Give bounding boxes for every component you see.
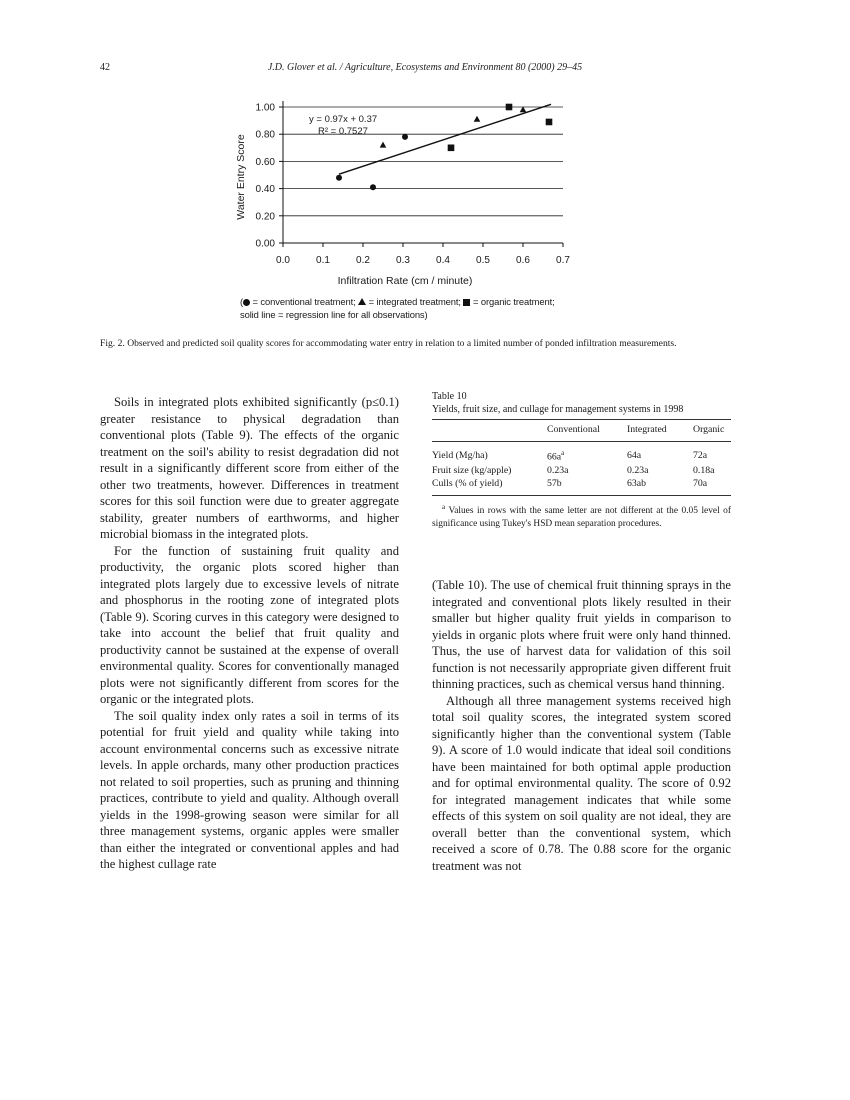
- table-cell: 63ab: [627, 477, 693, 495]
- x-axis-label: Infiltration Rate (cm / minute): [337, 275, 473, 287]
- paragraph: Although all three management systems received high total soil quality scores, the integrated system scored significantly higher than the conventional system (Table 9). A score of 1.0 would indicate that ideal soil conditions have been maintained for both optimal apple production and for optimal environmental quality. The score of 0.92 for integrated management indicates that while some effects of this system on soil quality are not ideal, they are overall better than the conventional system, which received a score of 0.78. The 0.88 score for the organic treatment was not: [432, 693, 731, 873]
- table-cell: [547, 442, 627, 464]
- header-cell: Integrated: [627, 420, 693, 442]
- table-cell: 72a: [693, 449, 708, 461]
- data-point-organic: [546, 119, 553, 126]
- table-caption: Yields, fruit size, and cullage for management systems in 1998: [432, 404, 684, 415]
- paragraph: Soils in integrated plots exhibited significantly (p≤0.1) greater resistance to physical degradation than conventional plots (Table 9). The effects of the organic treatment on the soil's ability to resist degradation did not result in a significantly different score from either of the other two treatments, however. Differences in treatment scores for this soil function were due to greater aggregate stability, greater numbers of earthworms, and higher microbial biomass in the integrated plots.: [100, 395, 399, 541]
- x-tick-label: 0.7: [556, 255, 570, 266]
- table-cell: 0.23a: [547, 464, 569, 476]
- cell-value: 66a: [547, 451, 562, 463]
- paragraph: (Table 10). The use of chemical fruit thinning sprays in the integrated and conventional plots likely resulted in their smaller but higher quality fruit yields in comparison to yields in organic plots where fruit were only hand thinned. Thus, the use of harvest data for validation of this soil function is not necessarily appropriate given different fruit thinning practices, such as chemical versus hand thinning.: [432, 578, 731, 691]
- table-cell: Fruit size (kg/apple): [432, 464, 512, 476]
- table-label: Table 10: [432, 391, 467, 402]
- regression-equation: y = 0.97x + 0.37: [309, 114, 378, 125]
- x-tick-label: 0.1: [316, 255, 330, 266]
- x-tick-label: 0.5: [476, 255, 490, 266]
- data-point-integrated: [474, 116, 481, 122]
- x-tick-label: 0.3: [396, 255, 410, 266]
- table-row: [432, 442, 731, 464]
- left-column: [100, 394, 399, 873]
- data-point-organic: [448, 145, 455, 152]
- right-column: [432, 577, 731, 874]
- table-footnote: [432, 501, 731, 532]
- y-axis-label: Water Entry Score: [235, 134, 247, 220]
- header-cell: Conventional: [547, 420, 627, 442]
- running-head: J.D. Glover et al. / Agriculture, Ecosystems and Environment 80 (2000) 29–45: [267, 62, 583, 73]
- table-cell: Culls (% of yield): [432, 477, 547, 495]
- table-cell: Yield (Mg/ha): [432, 449, 488, 461]
- legend-organic: = organic treatment;: [472, 296, 555, 307]
- footnote-marker: a: [442, 502, 446, 511]
- table-cell: 64a: [627, 449, 642, 461]
- footnote-text: Values in rows with the same letter are not different at the 0.05 level of significance using Tukey's HSD mean separation procedures.: [432, 505, 731, 530]
- figure-2-chart: [0, 0, 850, 300]
- table-cell: 0.23a: [627, 464, 649, 476]
- paragraph: For the function of sustaining fruit quality and productivity, the organic plots scored higher than integrated plots largely due to excessive levels of nitrate and phosphorus in the rooting zone of integrated plots (Table 9). Scoring curves in this category were designed to take into account the belief that fruit quality and productivity cannot be sustained at the expense of overall environmental quality. Scores for conventionally managed plots were not significantly different from scores for the organic or the integrated plots.: [100, 543, 399, 706]
- y-tick-label: 0.00: [255, 238, 275, 250]
- page-number: 42: [100, 62, 110, 73]
- data-point-integrated: [380, 142, 387, 148]
- header-cell: [432, 420, 547, 442]
- table-10: [432, 390, 731, 532]
- square-marker-icon: [463, 299, 470, 306]
- table-row: [432, 464, 731, 478]
- triangle-marker-icon: [358, 298, 366, 305]
- data-point-organic: [506, 104, 513, 111]
- figure-caption: Fig. 2. Observed and predicted soil quality scores for accommodating water entry in relation to a limited number of ponded infiltration measurements.: [100, 338, 677, 349]
- table-cell: 70a: [693, 477, 731, 495]
- legend-integrated: = integrated treatment;: [368, 296, 461, 307]
- circle-marker-icon: [243, 299, 250, 306]
- y-tick-label: 1.00: [255, 102, 275, 114]
- table-header-row: [432, 420, 731, 442]
- data-point-conventional: [402, 134, 408, 140]
- figure-legend: [240, 295, 660, 321]
- paragraph: The soil quality index only rates a soil in terms of its potential for fruit yield and quality while taking into account environmental concerns such as excessive nitrate levels. In apple orchards, many other production practices not related to soil properties, such as pruning and thinning practices, contribute to yield and quality. Although overall yields in the 1998-growing season were similar for all three management systems, organic apples were smaller than either the integrated or conventional apples and had the highest cullage rate: [100, 708, 399, 871]
- table-cell: 57b: [547, 477, 627, 495]
- x-tick-label: 0.4: [436, 255, 450, 266]
- legend-open-paren: (: [240, 296, 244, 307]
- legend-conventional: = conventional treatment;: [252, 296, 356, 307]
- data-table: [432, 419, 731, 496]
- table-row: [432, 477, 731, 495]
- y-tick-label: 0.40: [255, 184, 275, 196]
- legend-symbols-line: [240, 295, 660, 308]
- y-tick-label: 0.20: [255, 211, 275, 223]
- r-squared-label: R² = 0.7527: [318, 126, 368, 137]
- x-tick-label: 0.2: [356, 255, 370, 266]
- table-cell: 0.18a: [693, 464, 715, 476]
- y-tick-label: 0.60: [255, 156, 275, 168]
- data-point-conventional: [370, 184, 376, 190]
- header-cell: Organic: [693, 420, 731, 442]
- x-tick-label: 0.0: [276, 255, 290, 266]
- y-tick-label: 0.80: [255, 129, 275, 141]
- x-tick-label: 0.6: [516, 255, 530, 266]
- data-point-conventional: [336, 175, 342, 181]
- footnote-marker: a: [561, 449, 565, 457]
- legend-regression-line: solid line = regression line for all observations): [240, 309, 428, 320]
